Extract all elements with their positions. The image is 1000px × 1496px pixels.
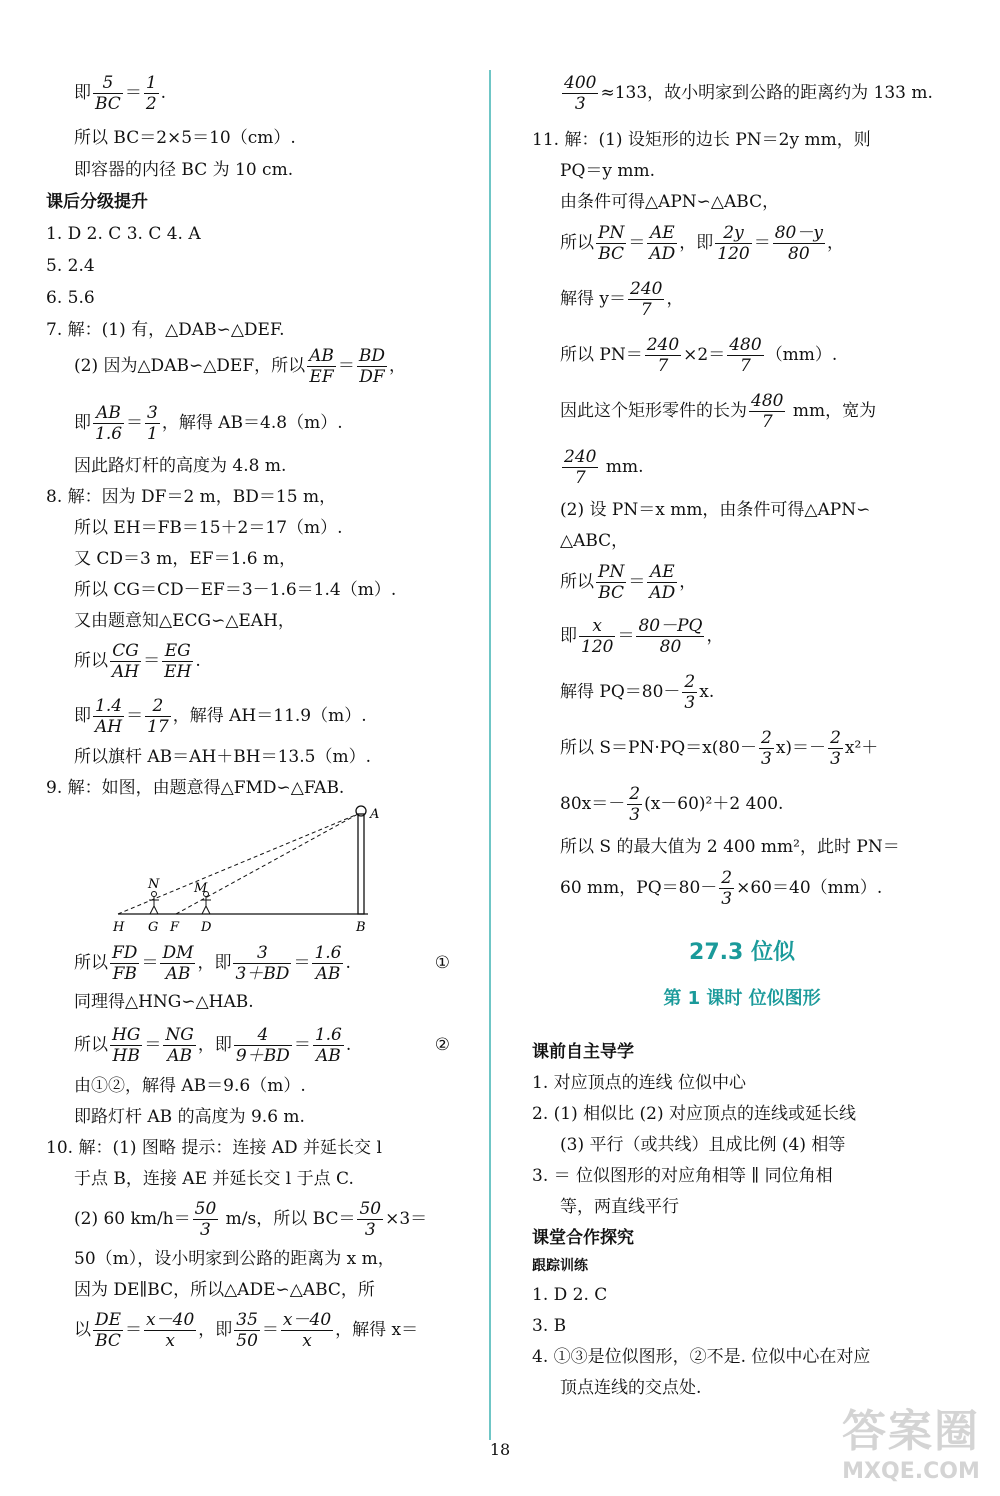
answer-line: (2) 因为△DAB∽△DEF，所以 $\frac{AB}{EF}$ ＝ $\frac{BD}{DF}$ ， bbox=[74, 346, 407, 387]
answer-line: 9. 解：如图，由题意得△FMD∽△FAB. bbox=[46, 778, 345, 798]
answer-line: 2. (1) 相似比 (2) 对应顶点的连线或延长线 bbox=[532, 1104, 856, 1124]
answer-line: 1. D 2. C 3. C 4. A bbox=[46, 224, 201, 244]
answer-line: 8. 解：因为 DF＝2 m，BD＝15 m， bbox=[46, 487, 337, 507]
answer-line: 80x＝－ $\frac{2}{3}$ (x－60)²＋2 400. bbox=[560, 784, 784, 825]
answer-line: 50（m），设小明家到公路的距离为 x m， bbox=[74, 1249, 395, 1269]
point-label: N bbox=[148, 877, 160, 892]
ray-line bbox=[176, 814, 358, 914]
answer-line: 1. D 2. C bbox=[532, 1285, 608, 1305]
answer-line: (2) 60 km/h＝ $\frac{50}{3}$ m/s，所以 BC＝ $\frac{50}{3}$ ×3＝ bbox=[74, 1199, 428, 1240]
answer-line: 于点 B，连接 AE 并延长交 l 于点 C. bbox=[74, 1169, 354, 1189]
answer-line: 由①②，解得 AB＝9.6（m）. bbox=[74, 1076, 306, 1096]
column-divider bbox=[489, 70, 491, 1440]
answer-line: 等，两直线平行 bbox=[560, 1197, 679, 1217]
answer-line: $\frac{240}{7}$ mm. bbox=[564, 447, 644, 488]
answer-line: 所以 $\frac{FD}{FB}$ ＝ $\frac{DM}{AB}$ ，即 $\frac{3}{3+BD}$ ＝ $\frac{1.6}{AB}$ . ① bbox=[46, 938, 456, 988]
answer-line: 即 $\frac{1.4}{AH}$ ＝ $\frac{2}{17}$ ，解得 AH＝11.9（m）. bbox=[74, 696, 367, 737]
right-column bbox=[532, 68, 952, 1400]
answer-line: (2) 设 PN＝x mm，由条件可得△APN∽ bbox=[560, 500, 871, 520]
answer-line: 解得 PQ＝80－ $\frac{2}{3}$ x. bbox=[560, 672, 715, 713]
equation-marker: ① bbox=[434, 953, 450, 973]
answer-line: 同理得△HNG∽△HAB. bbox=[74, 992, 254, 1012]
left-column bbox=[46, 68, 456, 1354]
answer-line: $\frac{400}{3}$ ≈133，故小明家到公路的距离约为 133 m. bbox=[564, 73, 933, 114]
answer-line: 7. 解：(1) 有，△DAB∽△DEF. bbox=[46, 320, 285, 340]
answer-line: 所以 $\frac{CG}{AH}$ ＝ $\frac{EG}{EH}$ . bbox=[74, 641, 201, 682]
answer-line: 又 CD＝3 m，EF＝1.6 m， bbox=[74, 549, 297, 569]
answer-line: 以 $\frac{DE}{BC}$ ＝ $\frac{x-40}{x}$ ，即 $\frac{35}{50}$ ＝ $\frac{x-40}{x}$ ，解得 x＝ bbox=[74, 1310, 419, 1351]
answer-line: 即容器的内径 BC 为 10 cm. bbox=[74, 160, 294, 180]
watermark-text: 答案圈 bbox=[842, 1406, 980, 1457]
answer-line: 所以 $\frac{PN}{BC}$ ＝ $\frac{AE}{AD}$ ， bbox=[560, 562, 697, 603]
answer-line: 1. 对应顶点的连线 位似中心 bbox=[532, 1073, 747, 1093]
answer-line: 所以旗杆 AB＝AH＋BH＝13.5（m）. bbox=[74, 747, 371, 767]
answer-line: 因此路灯杆的高度为 4.8 m. bbox=[74, 456, 287, 476]
answer-line: 5. 2.4 bbox=[46, 256, 95, 276]
answer-line: (3) 平行（或共线）且成比例 (4) 相等 bbox=[560, 1135, 846, 1155]
answer-line: 顶点连线的交点处. bbox=[560, 1378, 702, 1398]
point-label: A bbox=[370, 807, 380, 822]
watermark-url: MXQE.COM bbox=[842, 1459, 980, 1484]
section-heading: 课前自主导学 bbox=[532, 1042, 634, 1062]
answer-line: 又由题意知△ECG∽△EAH， bbox=[74, 611, 295, 631]
answer-line: 所以 $\frac{HG}{HB}$ ＝ $\frac{NG}{AB}$ ，即 $\frac{4}{9+BD}$ ＝ $\frac{1.6}{AB}$ . ② bbox=[46, 1020, 456, 1070]
answer-line: 即 $\frac{AB}{1.6}$ ＝ $\frac{3}{1}$ ，解得 AB＝4.8（m）. bbox=[74, 403, 343, 444]
answer-line: 所以 S 的最大值为 2 400 mm²，此时 PN＝ bbox=[560, 837, 900, 857]
point-label: D bbox=[201, 920, 212, 934]
answer-line: 因为 DE∥BC，所以△ADE∽△ABC，所 bbox=[74, 1280, 375, 1300]
answer-line: 10. 解：(1) 图略 提示：连接 AD 并延长交 l bbox=[46, 1138, 382, 1158]
answer-line: 所以 $\frac{PN}{BC}$ ＝ $\frac{AE}{AD}$ ，即 $\frac{2y}{120}$ ＝ $\frac{80-y}{80}$ ， bbox=[560, 223, 844, 264]
answer-line: 即路灯杆 AB 的高度为 9.6 m. bbox=[74, 1107, 305, 1127]
answer-line: 6. 5.6 bbox=[46, 288, 95, 308]
section-heading: 课后分级提升 bbox=[46, 192, 148, 212]
answer-line: PQ＝y mm. bbox=[560, 161, 656, 181]
answer-line: 所以 EH＝FB＝15＋2＝17（m）. bbox=[74, 518, 343, 538]
page-number: 18 bbox=[489, 1440, 511, 1459]
point-label: F bbox=[170, 920, 180, 934]
person-figure bbox=[149, 892, 159, 915]
answer-line: 所以 CG＝CD－EF＝3－1.6＝1.4（m）. bbox=[74, 580, 397, 600]
answer-line: 因此这个矩形零件的长为 $\frac{480}{7}$ mm，宽为 bbox=[560, 391, 877, 432]
equation-marker: ② bbox=[434, 1035, 450, 1055]
lesson-title: 第 1 课时 位似图形 bbox=[663, 988, 821, 1009]
answer-line: 所以 BC＝2×5＝10（cm）. bbox=[74, 128, 296, 148]
geometry-figure bbox=[108, 804, 408, 934]
section-heading: 课堂合作探究 bbox=[532, 1228, 634, 1248]
answer-line: 即 $\frac{5}{BC}$ ＝ $\frac{1}{2}$ . bbox=[74, 73, 167, 114]
answer-line: 3. ＝ 位似图形的对应角相等 ∥ 同位角相 bbox=[532, 1166, 833, 1186]
answer-line: 60 mm，PQ＝80－ $\frac{2}{3}$ ×60＝40（mm）. bbox=[560, 868, 883, 909]
point-label: M bbox=[194, 881, 208, 896]
lamp-post bbox=[358, 814, 364, 914]
answer-line: 由条件可得△APN∽△ABC， bbox=[560, 192, 780, 212]
point-label: G bbox=[148, 920, 159, 934]
subsection-heading: 跟踪训练 bbox=[532, 1258, 588, 1274]
answer-line: 3. B bbox=[532, 1316, 567, 1336]
answer-line: 即 $\frac{x}{120}$ ＝ $\frac{80-PQ}{80}$ ， bbox=[560, 616, 724, 657]
watermark-logo bbox=[842, 1395, 980, 1484]
answer-line: 4. ①③是位似图形，②不是. 位似中心在对应 bbox=[532, 1347, 871, 1367]
unit-title: 27.3 位似 bbox=[689, 940, 795, 965]
answer-line: △ABC， bbox=[560, 531, 629, 551]
answer-line: 11. 解：(1) 设矩形的边长 PN＝2y mm，则 bbox=[532, 130, 871, 150]
answer-line: 所以 PN＝ $\frac{240}{7}$ ×2＝ $\frac{480}{7}$ （mm）. bbox=[560, 335, 838, 376]
point-label: H bbox=[113, 920, 125, 934]
answer-line: 解得 y＝ $\frac{240}{7}$ ， bbox=[560, 279, 684, 320]
point-label: B bbox=[356, 920, 366, 934]
answer-line: 所以 S＝PN·PQ＝x(80－ $\frac{2}{3}$ x)＝－ $\frac{2}{3}$ x²＋ bbox=[560, 728, 879, 769]
